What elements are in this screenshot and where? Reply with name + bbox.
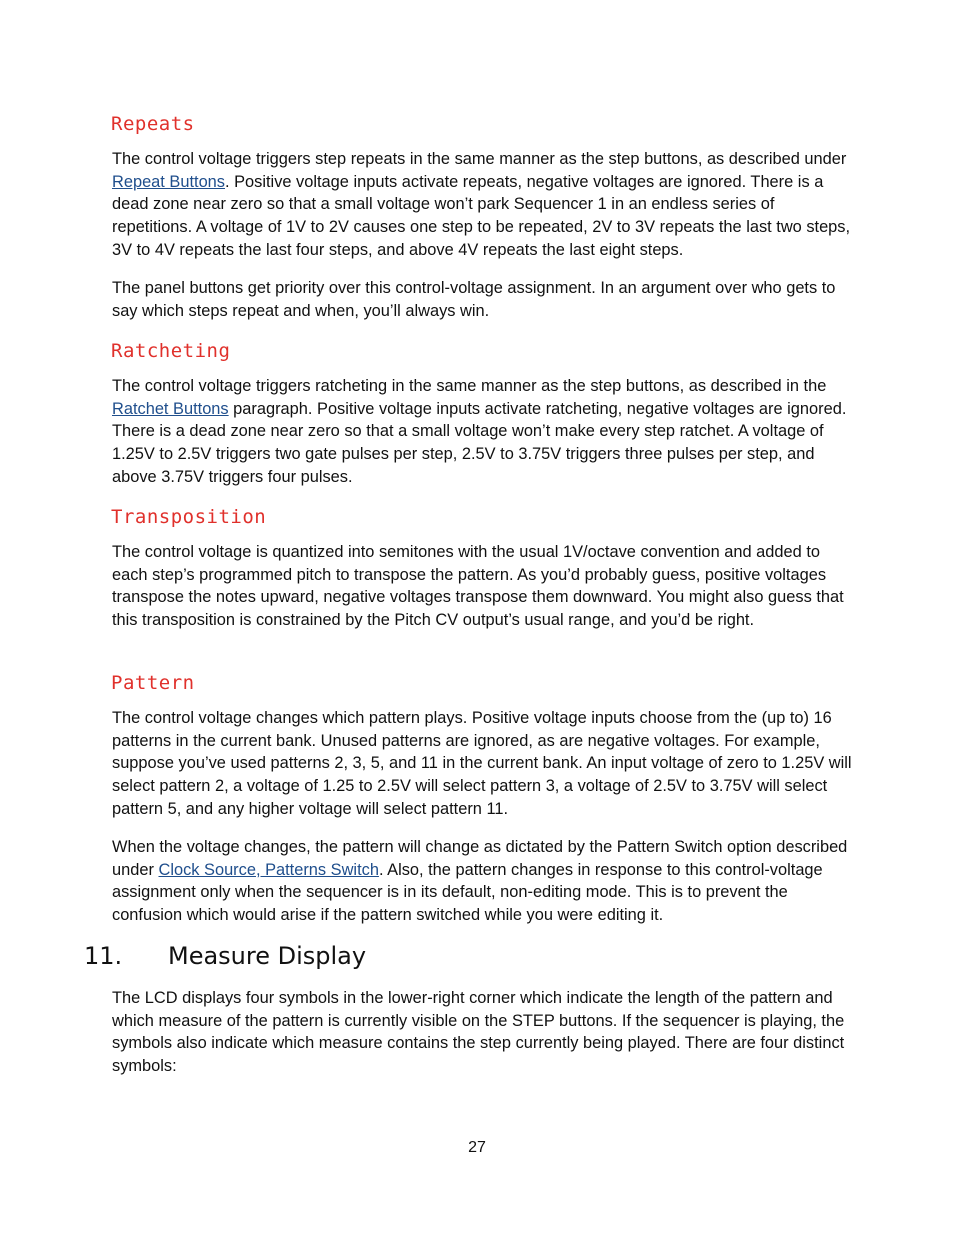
link-ratchet-buttons[interactable]: Ratchet Buttons [112, 399, 229, 418]
heading-ratcheting: Ratcheting [111, 340, 231, 362]
paragraph-ratcheting-1 [112, 375, 852, 489]
paragraph-transposition-1: The control voltage is quantized into semitones with the usual 1V/octave convention and added to each step’s programmed pitch to transpose the pattern. As you’d probably guess, positive voltages transpose the notes upward, negative voltages transpose them downward. You might also guess that this transposition is constrained by the Pitch CV output’s usual range, and you’d be right. [112, 543, 844, 630]
heading-transposition: Transposition [111, 506, 267, 528]
text-run: . Positive voltage inputs activate repeats, negative voltages are ignored. There is a dead zone near zero so that a small voltage won’t park Sequencer 1 in an endless series of repetitions. A voltage of 1V to 2V causes one step to be repeated, 2V to 3V repeats the last two steps, 3V to 4V repeats the last four steps, and above 4V repeats the last eight steps. [112, 172, 851, 259]
link-repeat-buttons[interactable]: Repeat Buttons [112, 172, 225, 191]
heading-repeats: Repeats [111, 113, 195, 135]
text-run: When the voltage changes, the pattern will change as dictated by the Pattern Switch option described under [112, 838, 848, 879]
chapter-number: 11. [84, 942, 123, 970]
link-clock-source-patterns-switch[interactable]: Clock Source, Patterns Switch [158, 860, 379, 879]
text-run: paragraph. Positive voltage inputs activate ratcheting, negative voltages are ignored. There is a dead zone near zero so that a small voltage won’t make every step ratchet. A voltage of 1.25V to 2.5V triggers two gate pulses per step, 2.5V to 3.75V triggers three pulses per step, and above 3.75V triggers four pulses. [112, 399, 847, 486]
paragraph-pattern-2 [112, 836, 852, 927]
paragraph-repeats-2: The panel buttons get priority over this control-voltage assignment. In an argument over who gets to say which steps repeat and when, you’ll always win. [112, 279, 836, 320]
text-run: . Also, the pattern changes in response to this control-voltage assignment only when the sequencer is in its default, non-editing mode. This is to prevent the confusion which would arise if the pattern switched while you were editing it. [112, 860, 823, 925]
chapter-title: Measure Display [168, 942, 367, 970]
paragraph-repeats-1 [112, 148, 852, 262]
text-run: The control voltage triggers step repeats in the same manner as the step buttons, as described under [112, 150, 847, 168]
paragraph-measure-display-1: The LCD displays four symbols in the lower-right corner which indicate the length of the pattern and which measure of the pattern is currently visible on the STEP buttons. If the sequencer is playing, the symbols also indicate which measure contains the step currently being played. There are four distinct symbols: [112, 989, 845, 1076]
page-number: 27 [468, 1139, 486, 1156]
chapter-heading [84, 940, 366, 972]
paragraph-pattern-1: The control voltage changes which pattern plays. Positive voltage inputs choose from the (up to) 16 patterns in the current bank. Unused patterns are ignored, as are negative voltages. For example, suppose you’ve used patterns 2, 3, 5, and 11 in the current bank. An input voltage of zero to 1.25V will select pattern 2, a voltage of 1.25 to 2.5V will select pattern 3, a voltage of 2.5V to 3.75V will select pattern 5, and any higher voltage will select pattern 11. [112, 709, 852, 818]
text-run: The control voltage triggers ratcheting in the same manner as the step buttons, as described in the [112, 377, 827, 395]
heading-pattern: Pattern [111, 672, 195, 694]
